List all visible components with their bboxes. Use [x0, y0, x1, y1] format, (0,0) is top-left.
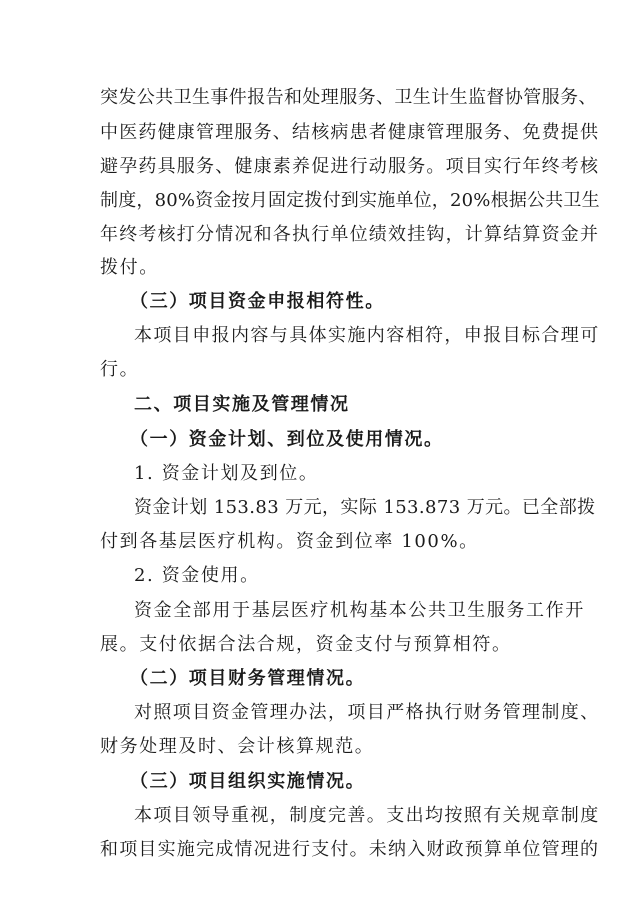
body-text-line: 对照项目资金管理办法，项目严格执行财务管理制度、 [134, 702, 600, 723]
body-text-line: 突发公共卫生事件报告和处理服务、卫生计生监督协管服务、 [100, 87, 597, 108]
section-heading-organization: （三）项目组织实施情况。 [130, 771, 366, 792]
body-text-line: 资金计划 153.83 万元，实际 153.873 万元。已全部拨 [134, 497, 596, 518]
body-text-line: 本项目申报内容与具体实施内容相符，申报目标合理可 [134, 325, 600, 346]
body-text-line: 中医药健康管理服务、结核病患者健康管理服务、免费提供 [100, 122, 600, 143]
body-text-line: 行。 [100, 359, 140, 380]
body-text-line: 展。支付依据合法合规，资金支付与预算相符。 [100, 634, 512, 655]
body-text-line: 本项目领导重视，制度完善。支出均按照有关规章制度 [134, 805, 600, 826]
subheading-funding-use: 2. 资金使用。 [134, 565, 260, 586]
body-text-line: 年终考核打分情况和各执行单位绩效挂钩，计算结算资金并 [100, 224, 600, 245]
body-text-line: 拨付。 [100, 257, 159, 278]
body-text-line: 资金全部用于基层医疗机构基本公共卫生服务工作开 [134, 600, 585, 621]
body-text-line: 付到各基层医疗机构。资金到位率 100%。 [100, 531, 479, 552]
chapter-heading-implementation: 二、项目实施及管理情况 [134, 394, 350, 415]
section-heading-funding-consistency: （三）项目资金申报相符性。 [130, 291, 385, 312]
body-text-line: 和项目实施完成情况进行支付。未纳入财政预算单位管理的 [100, 839, 600, 860]
subheading-funding-plan: 1. 资金计划及到位。 [134, 463, 319, 484]
section-heading-financial-management: （二）项目财务管理情况。 [130, 668, 366, 689]
body-text-line: 避孕药具服务、健康素养促进行动服务。项目实行年终考核 [100, 156, 600, 177]
body-text-line: 制度，80%资金按月固定拨付到实施单位，20%根据公共卫生 [100, 190, 600, 211]
section-heading-funding-plan: （一）资金计划、到位及使用情况。 [130, 429, 444, 450]
body-text-line: 财务处理及时、会计核算规范。 [100, 736, 375, 757]
